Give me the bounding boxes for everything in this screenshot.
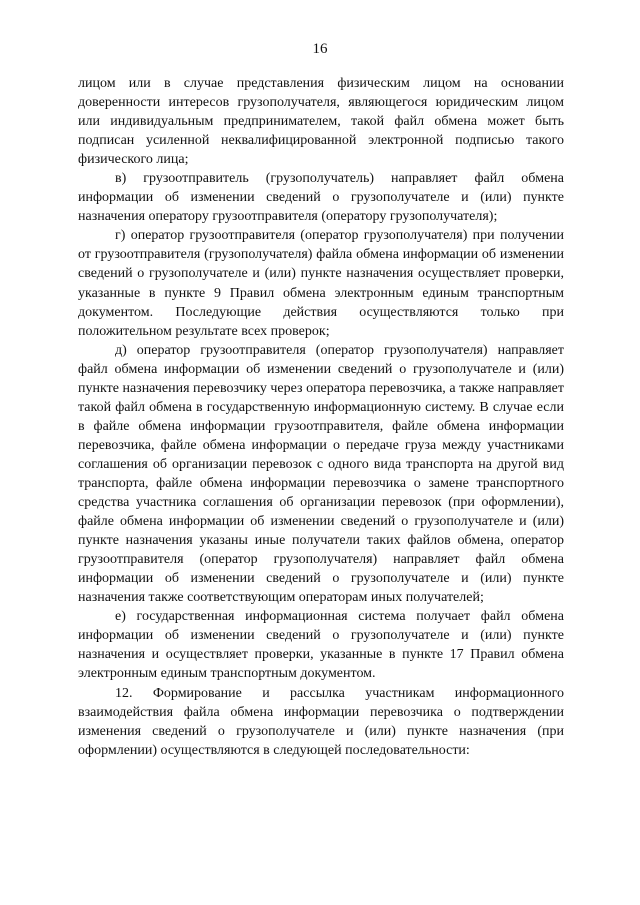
paragraph-continuation: лицом или в случае представления физическим лицом на основании доверенности интересов грузополучателя, являющегося юридическим лицом или индивидуальным предпринимателем, такой файл обмена может быть подписан усиленной неквалифицированной электронной подписью такого физического лица;: [78, 76, 564, 168]
paragraph-item-v: в) грузоотправитель (грузополучатель) направляет файл обмена информации об изменении сведений о грузополучателе и (или) пункте назначения оператору грузоотправителя (оператору грузополучателя);: [78, 171, 564, 225]
paragraph-item-e: е) государственная информационная система получает файл обмена информации об изменении сведений о грузополучателе и (или) пункте назначения и осуществляет проверки, указанные в пункте 17 Правил обмена электронным единым транспортным документом.: [78, 609, 564, 682]
paragraph-item-g: г) оператор грузоотправителя (оператор грузополучателя) при получении от грузоотправителя (грузополучателя) файла обмена информации об изменении сведений о грузополучателе и (или) пункте назначения осуществляет проверки, указанные в пункте 9 Правил обмена электронным единым транспортным документом. Последующие действия осуществляются только при положительном результате всех проверок;: [78, 228, 564, 339]
paragraph-section-12: 12. Формирование и рассылка участникам информационного взаимодействия файла обмена информации перевозчика о подтверждении изменения сведений о грузополучателе и (или) пункте назначения (при оформлении) осуществляются в следующей последовательности:: [78, 685, 564, 758]
paragraph-item-d: д) оператор грузоотправителя (оператор грузополучателя) направляет файл обмена информации об изменении сведений о грузополучателе и (или) пункте назначения перевозчику через оператора перевозчика, а также направляет такой файл обмена в государственную информационную систему. В случае если в файле обмена информации грузоотправителя, файле обмена информации перевозчика, файле обмена информации о передаче груза между участниками соглашения об организации перевозок с одного вида транспорта на другой вид транспорта, файле обмена информации перевозчика о замене транспортного средства участника соглашения об организации перевозок (при оформлении), файле обмена информации об изменении сведений о грузополучателе и (или) пункте назначения указаны иные получатели таких файлов обмена, оператор грузоотправителя (оператор грузополучателя) направляет файл обмена информации об изменении сведений о грузополучателе и (или) пункте назначения также соответствующим операторам иных получателей;: [78, 342, 564, 606]
page-number: 16: [312, 41, 328, 57]
document-body: [78, 74, 564, 760]
